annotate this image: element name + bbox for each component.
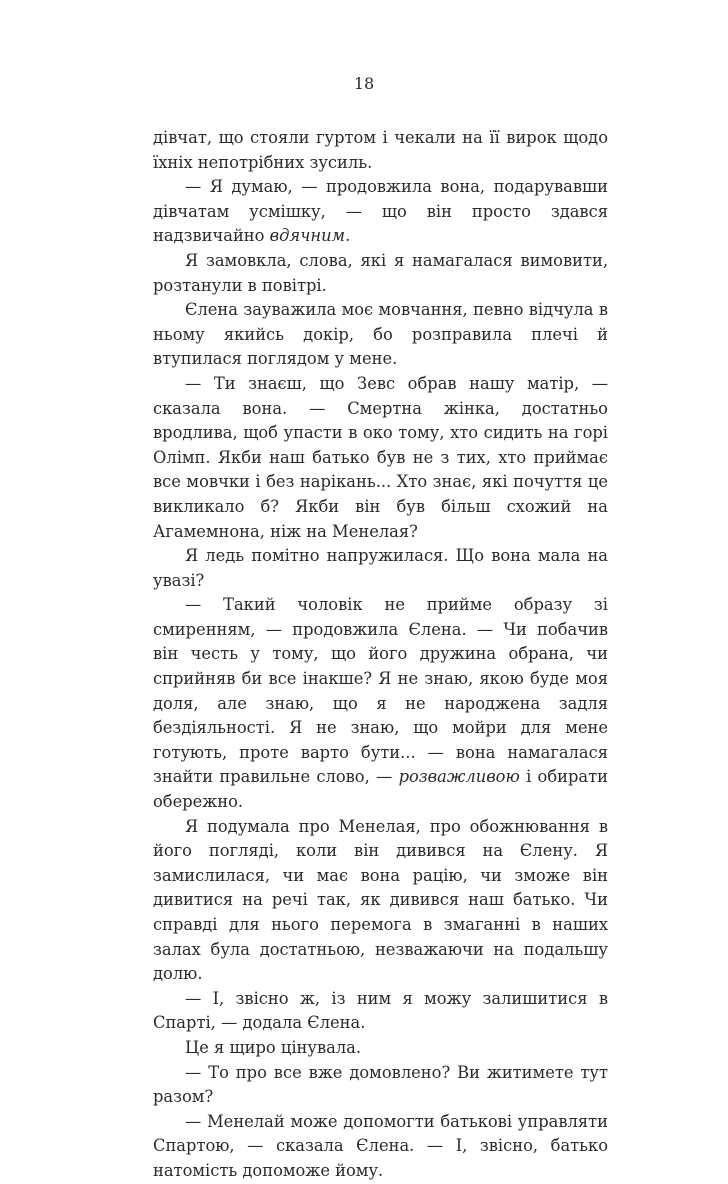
text-run: — І, звісно ж, із ним я можу залишитися в Спарті, — додала Єлена.: [153, 988, 608, 1033]
text-run: Я ледь помітно напружилася. Що вона мала на увазі?: [153, 546, 608, 590]
paragraph-4: [153, 298, 608, 372]
paragraph-7: [153, 593, 608, 814]
text-run: Це я щиро цінувала.: [185, 1037, 362, 1057]
text-run: Єлена зауважила моє мовчання, певно відчула в ньому якийсь докір, бо розправила плечі й втупилася поглядом у мене.: [153, 300, 608, 369]
paragraph-12: [153, 1110, 608, 1184]
paragraph-9: [153, 987, 608, 1036]
italic-text: розважливою: [398, 767, 520, 787]
text-run: Я подумала про Менелая, про обожнювання в його погляді, коли він дивився на Єлену. Я замислилася, чи має вона рацію, чи зможе він дивитися на речі так, як дивився наш батько. Чи справді для нього перемога в змаганні в наших залах була достатньою, незважаючи на подальшу долю.: [153, 816, 608, 984]
paragraph-3: [153, 249, 608, 298]
italic-text: вдячним: [269, 226, 346, 246]
text-run: — Ти знаєш, що Зевс обрав нашу матір, — сказала вона. — Смертна жінка, достатньо вродлива, щоб упасти в око тому, хто сидить на горі Олімп. Якби наш батько був не з тих, хто приймає все мовчки і без нарікань... Хто знає, які почуття це викликало б? Якби він був більш схожий на Агамемнона, ніж на Менелая?: [153, 373, 608, 541]
paragraph-2: [153, 175, 608, 249]
text-run: і обирати обережно.: [153, 767, 608, 812]
paragraph-11: [153, 1061, 608, 1110]
text-run: — Я думаю, — продовжила вона, подарувавши дівчатам усмішку, — що він просто здався надзвичайно: [153, 177, 608, 246]
paragraph-8: [153, 815, 608, 987]
text-run: Я замовкла, слова, які я намагалася вимовити, розтанули в повітрі.: [153, 250, 608, 295]
paragraph-1: [153, 126, 608, 175]
text-run: — Такий чоловік не прийме образу зі смиренням, — продовжила Єлена. — Чи побачив він честь у тому, що його дружина обрана, чи сприйняв би все інакше? Я не знаю, якою буде моя доля, але знаю, що я не народжена задля бездіяльності. Я не знаю, що мойри для мене готують, проте варто бути... — вона намагалася знайти правильне слово, —: [153, 595, 608, 787]
text-run: — Менелай може допомогти батькові управляти Спартою, — сказала Єлена. — І, звісно, батько натомість допоможе йому.: [153, 1111, 608, 1180]
text-run: .: [345, 226, 351, 246]
paragraph-5: [153, 372, 608, 544]
text-run: дівчат, що стояли гуртом і чекали на її вирок щодо їхніх непотрібних зусиль.: [153, 128, 608, 172]
paragraph-6: [153, 544, 608, 593]
body-text: [153, 126, 608, 1184]
paragraph-10: [153, 1036, 608, 1061]
text-run: — То про все вже домовлено? Ви житимете тут разом?: [153, 1062, 608, 1107]
page-number: 18: [353, 74, 375, 93]
